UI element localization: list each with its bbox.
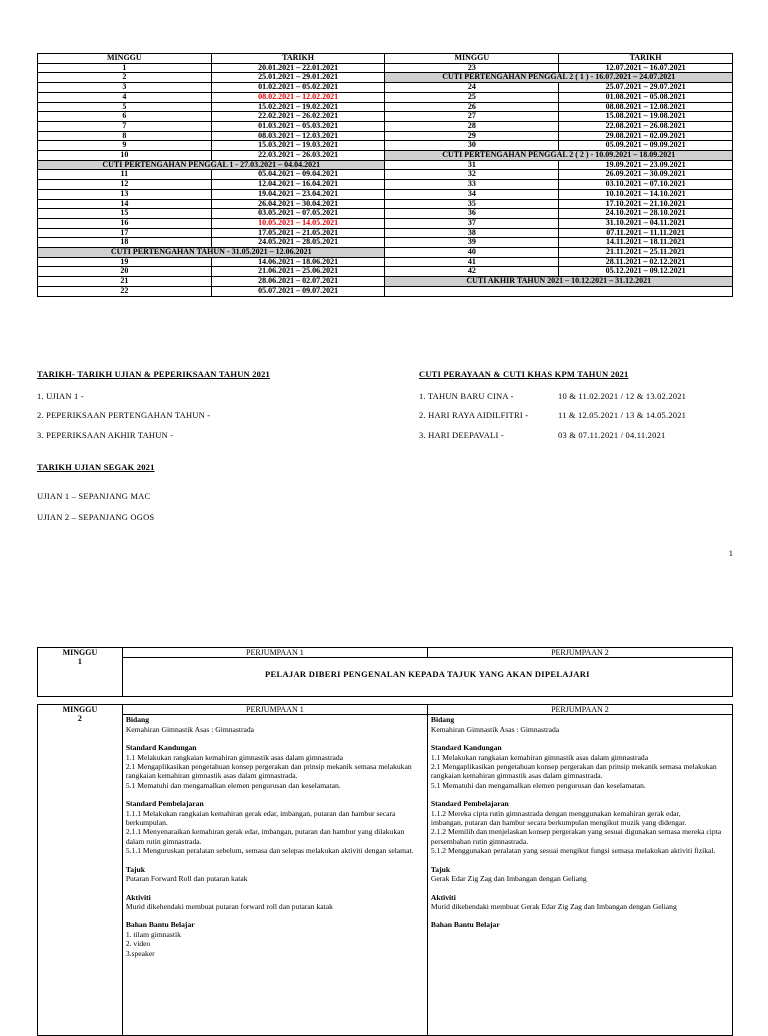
calendar-cell: 23 <box>385 63 559 73</box>
calendar-row <box>38 267 733 277</box>
calendar-cell: 36 <box>385 209 559 219</box>
calendar-cell: 24 <box>385 83 559 93</box>
bahan-item: 1. tilam gimnastik <box>125 929 181 939</box>
exam-item: 2. PEPERIKSAAN PERTENGAHAN TAHUN - <box>37 410 211 420</box>
minggu-label: MINGGU <box>62 648 98 657</box>
calendar-cell: 4 <box>38 92 212 102</box>
calendar-cell: 28.06.2021 – 02.07.2021 <box>211 277 385 287</box>
calendar-row <box>38 121 733 131</box>
calendar-cell: 22.02.2021 – 26.02.2021 <box>211 112 385 122</box>
calendar-cell: 14.06.2021 – 18.06.2021 <box>211 257 385 267</box>
calendar-cell: 18 <box>38 238 212 248</box>
calendar-cell: 28.11.2021 – 02.12.2021 <box>559 257 733 267</box>
calendar-body <box>38 63 733 296</box>
minggu-label: MINGGU <box>62 705 98 714</box>
calendar-row <box>38 189 733 199</box>
calendar-row <box>38 160 733 170</box>
calendar-cell: 22.03.2021 – 26.03.2021 <box>211 151 385 161</box>
calendar-cell: 27 <box>385 112 559 122</box>
calendar-cell: 20.01.2021 – 22.01.2021 <box>211 63 385 73</box>
calendar-row <box>38 112 733 122</box>
sp-item: 5.1.2 Menggunakan peralatan yang sesuai mengikut fungsi semasa melakukan aktiviti fizikal. <box>430 846 716 856</box>
calendar-cell: 26 <box>385 102 559 112</box>
week-1-label-cell <box>38 648 123 697</box>
calendar-cell: 10.10.2021 – 14.10.2021 <box>559 189 733 199</box>
calendar-cell: 41 <box>385 257 559 267</box>
calendar-cell: 15.08.2021 – 19.08.2021 <box>559 112 733 122</box>
calendar-row <box>38 63 733 73</box>
holiday-name: 1. TAHUN BARU CINA - <box>419 391 514 401</box>
holiday-date: 03 & 07.11.2021 / 04.11.2021 <box>558 430 666 440</box>
calendar-cell: 32 <box>385 170 559 180</box>
perjumpaan-2-content <box>427 715 732 1036</box>
calendar-cell: 08.02.2021 – 12.02.2021 <box>211 92 385 102</box>
sp-heading: Standard Pembelajaran <box>430 799 509 809</box>
calendar-cell: 08.08.2021 – 12.08.2021 <box>559 102 733 112</box>
calendar-cell: 19.09.2021 – 23.09.2021 <box>559 160 733 170</box>
calendar-cell: 10.05.2021 – 14.05.2021 <box>211 218 385 228</box>
calendar-cell: 30 <box>385 141 559 151</box>
tajuk-heading: Tajuk <box>430 864 451 874</box>
calendar-cell: 29.08.2021 – 02.09.2021 <box>559 131 733 141</box>
calendar-row <box>38 238 733 248</box>
calendar-row <box>38 228 733 238</box>
holiday-banner-cell: CUTI PERTENGAHAN PENGGAL 2 ( 1 ) - 16.07.2021 – 24.07.2021 <box>385 73 733 83</box>
week-2-table <box>37 704 733 1036</box>
calendar-row <box>38 199 733 209</box>
calendar-cell: 25.07.2021 – 29.07.2021 <box>559 83 733 93</box>
exam-item: 1. UJIAN 1 - <box>37 391 84 401</box>
calendar-cell: 3 <box>38 83 212 93</box>
segak-item: UJIAN 1 – SEPANJANG MAC <box>37 491 151 501</box>
aktiviti-text: Murid dikehendaki membuat putaran forward roll dan putaran katak <box>125 901 333 911</box>
calendar-cell: 26.04.2021 – 30.04.2021 <box>211 199 385 209</box>
calendar-header-row <box>38 54 733 64</box>
calendar-row <box>38 73 733 83</box>
calendar-cell: 29 <box>385 131 559 141</box>
calendar-cell: 17.10.2021 – 21.10.2021 <box>559 199 733 209</box>
calendar-row <box>38 209 733 219</box>
calendar-cell: 33 <box>385 180 559 190</box>
calendar-cell: 12.07.2021 – 16.07.2021 <box>559 63 733 73</box>
calendar-cell: 40 <box>385 248 559 258</box>
sp-item: 2.1.1 Menyenaraikan kemahiran gerak edar, imbangan, putaran dan hambur yang dilakukan dalam rutin gimnastrada. <box>125 827 405 846</box>
holiday-banner-cell: CUTI PERTENGAHAN PENGGAL 1 - 27.03.2021 – 04.04.2021 <box>38 160 385 170</box>
tajuk-text: Putaran Forward Roll dan putaran katak <box>125 874 248 884</box>
calendar-cell: 25.01.2021 – 29.01.2021 <box>211 73 385 83</box>
perjumpaan-2-header: PERJUMPAAN 2 <box>427 705 732 715</box>
bidang-heading: Bidang <box>430 715 455 725</box>
calendar-cell: 10 <box>38 151 212 161</box>
calendar-cell: 24.10.2021 – 28.10.2021 <box>559 209 733 219</box>
calendar-cell: 14.11.2021 – 18.11.2021 <box>559 238 733 248</box>
calendar-cell <box>385 286 733 296</box>
calendar-row <box>38 286 733 296</box>
sp-item: 5.1.1 Menguruskan peralatan sebelum, semasa dan selepas melakukan aktiviti dengan selamat. <box>125 846 414 856</box>
calendar-cell: 05.09.2021 – 09.09.2021 <box>559 141 733 151</box>
calendar-cell: 1 <box>38 63 212 73</box>
calendar-cell: 12 <box>38 180 212 190</box>
calendar-cell: 37 <box>385 218 559 228</box>
calendar-cell: 15 <box>38 209 212 219</box>
calendar-row <box>38 277 733 287</box>
calendar-cell: 15.03.2021 – 19.03.2021 <box>211 141 385 151</box>
calendar-cell: 11 <box>38 170 212 180</box>
page-number: 1 <box>728 548 733 558</box>
calendar-cell: 14 <box>38 199 212 209</box>
bahan-heading: Bahan Bantu Belajar <box>125 920 195 930</box>
calendar-cell: 25 <box>385 92 559 102</box>
week-number: 1 <box>77 657 82 667</box>
calendar-cell: 2 <box>38 73 212 83</box>
calendar-cell: 21.06.2021 – 25.06.2021 <box>211 267 385 277</box>
calendar-cell: 01.08.2021 – 05.08.2021 <box>559 92 733 102</box>
calendar-cell: 28 <box>385 121 559 131</box>
tajuk-heading: Tajuk <box>125 864 145 874</box>
calendar-cell: 16 <box>38 218 212 228</box>
header-minggu: MINGGU <box>38 54 212 64</box>
calendar-table <box>37 53 733 297</box>
holiday-banner-cell: CUTI PERTENGAHAN PENGGAL 2 ( 2 ) - 10.09.2021 – 18.09.2021 <box>385 151 733 161</box>
segak-title: TARIKH UJIAN SEGAK 2021 <box>37 462 155 472</box>
holiday-name: 3. HARI DEEPAVALI - <box>419 430 504 440</box>
bahan-item: 3.speaker <box>125 948 155 958</box>
perjumpaan-1-header: PERJUMPAAN 1 <box>122 705 427 715</box>
holiday-name: 2. HARI RAYA AIDILFITRI - <box>419 410 529 420</box>
calendar-cell: 9 <box>38 141 212 151</box>
calendar-cell: 12.04.2021 – 16.04.2021 <box>211 180 385 190</box>
sp-item: 2.1.2 Memilih dan menjelaskan konsep pergerakan yang sesuai digunakan semasa mereka cipta persembahan rutin gimnastrada. <box>430 827 722 846</box>
calendar-cell: 31.10.2021 – 04.11.2021 <box>559 218 733 228</box>
calendar-cell: 20 <box>38 267 212 277</box>
calendar-cell: 03.10.2021 – 07.10.2021 <box>559 180 733 190</box>
calendar-cell: 35 <box>385 199 559 209</box>
calendar-row <box>38 257 733 267</box>
week-number: 2 <box>77 714 82 724</box>
calendar-cell: 38 <box>385 228 559 238</box>
calendar-cell: 34 <box>385 189 559 199</box>
week-1-banner: PELAJAR DIBERI PENGENALAN KEPADA TAJUK YANG AKAN DIPELAJARI <box>122 658 732 697</box>
calendar-row <box>38 102 733 112</box>
sp-item: 1.1.1 Melakukan rangkaian kemahiran gerak edar, imbangan, putaran dan hambur secara berkumpulan. <box>125 808 396 828</box>
calendar-cell: 21 <box>38 277 212 287</box>
calendar-cell: 39 <box>385 238 559 248</box>
calendar-cell: 6 <box>38 112 212 122</box>
bahan-heading: Bahan Bantu Belajar <box>430 920 500 930</box>
calendar-cell: 07.11.2021 – 11.11.2021 <box>559 228 733 238</box>
calendar-cell: 42 <box>385 267 559 277</box>
holiday-date: 10 & 11.02.2021 / 12 & 13.02.2021 <box>558 391 687 401</box>
calendar-cell: 05.12.2021 – 09.12.2021 <box>559 267 733 277</box>
calendar-cell: 01.02.2021 – 05.02.2021 <box>211 83 385 93</box>
holiday-banner-cell: CUTI PERTENGAHAN TAHUN - 31.05.2021 – 12.06.2021 <box>38 248 385 258</box>
calendar-cell: 31 <box>385 160 559 170</box>
calendar-row <box>38 83 733 93</box>
aktiviti-heading: Aktiviti <box>430 892 456 902</box>
calendar-cell: 03.05.2021 – 07.05.2021 <box>211 209 385 219</box>
calendar-cell: 21.11.2021 – 25.11.2021 <box>559 248 733 258</box>
tajuk-text: Gerak Edar Zig Zag dan Imbangan dengan Geliang <box>430 874 587 884</box>
bahan-item: 2. video <box>125 939 151 949</box>
calendar-cell: 26.09.2021 – 30.09.2021 <box>559 170 733 180</box>
sp-item: 1.1.2 Mereka cipta rutin gimnastrada dengan menggunakan kemahiran gerak edar, <box>430 808 681 818</box>
calendar-row <box>38 248 733 258</box>
calendar-cell: 22.08.2021 – 26.08.2021 <box>559 121 733 131</box>
sp-item: imbangan, putaran dan hambur secara berkumpulan mengikut muzik yang didengar. <box>430 818 687 828</box>
exam-dates-title: TARIKH- TARIKH UJIAN & PEPERIKSAAN TAHUN 2021 <box>37 369 271 379</box>
bidang-text: Kemahiran Gimnastik Asas : Gimnastrada <box>430 724 560 734</box>
sk-item: 1.1 Melakukan rangkaian kemahiran gimnastik asas dalam gimnastrada <box>430 752 649 762</box>
calendar-cell: 19 <box>38 257 212 267</box>
aktiviti-text: Murid dikehendaki membuat Gerak Edar Zig Zag dan Imbangan dengan Geliang <box>430 901 677 911</box>
sk-item: 2.1 Mengaplikasikan pengetahuan konsep pergerakan dan prinsip mekanik semasa melakukan rangkaian kemahiran gimnastik asas dalam gimnastrada. <box>125 762 412 781</box>
segak-item: UJIAN 2 – SEPANJANG OGOS <box>37 512 155 522</box>
calendar-cell: 05.07.2021 – 09.07.2021 <box>211 286 385 296</box>
calendar-cell: 17 <box>38 228 212 238</box>
calendar-cell: 08.03.2021 – 12.03.2021 <box>211 131 385 141</box>
week-2-label-cell <box>38 705 123 1036</box>
calendar-row <box>38 131 733 141</box>
calendar-cell: 24.05.2021 – 28.05.2021 <box>211 238 385 248</box>
aktiviti-heading: Aktiviti <box>125 892 151 902</box>
sk-item: 5.1 Mematuhi dan mengamalkan elemen pengurusan dan keselamatan. <box>430 780 646 790</box>
calendar-row <box>38 92 733 102</box>
holiday-banner-cell: CUTI AKHIR TAHUN 2021 – 10.12.2021 – 31.12.2021 <box>385 277 733 287</box>
perjumpaan-2-header: PERJUMPAAN 2 <box>427 648 732 658</box>
calendar-row <box>38 218 733 228</box>
bidang-heading: Bidang <box>125 715 150 725</box>
calendar-row <box>38 141 733 151</box>
calendar-cell: 13 <box>38 189 212 199</box>
header-minggu: MINGGU <box>385 54 559 64</box>
calendar-cell: 19.04.2021 – 23.04.2021 <box>211 189 385 199</box>
perjumpaan-1-header: PERJUMPAAN 1 <box>122 648 427 658</box>
calendar-row <box>38 180 733 190</box>
calendar-row <box>38 170 733 180</box>
calendar-cell: 8 <box>38 131 212 141</box>
sk-item: 2.1 Mengaplikasikan pengetahuan konsep pergerakan dan prinsip mekanik semasa melakukan rangkaian kemahiran gimnastik asas dalam gimnastrada. <box>430 762 717 781</box>
sk-item: 1.1 Melakukan rangkaian kemahiran gimnastik asas dalam gimnastrada <box>125 752 344 762</box>
exam-item: 3. PEPERIKSAAN AKHIR TAHUN - <box>37 430 174 440</box>
sk-heading: Standard Kandungan <box>430 743 502 753</box>
calendar-cell: 7 <box>38 121 212 131</box>
calendar-row <box>38 151 733 161</box>
calendar-cell: 17.05.2021 – 21.05.2021 <box>211 228 385 238</box>
header-tarikh: TARIKH <box>211 54 385 64</box>
calendar-cell: 5 <box>38 102 212 112</box>
bidang-text: Kemahiran Gimnastik Asas : Gimnastrada <box>125 724 255 734</box>
calendar-cell: 15.02.2021 – 19.02.2021 <box>211 102 385 112</box>
week-1-table <box>37 647 733 697</box>
sk-heading: Standard Kandungan <box>125 743 197 753</box>
calendar-cell: 22 <box>38 286 212 296</box>
sp-heading: Standard Pembelajaran <box>125 799 204 809</box>
calendar-cell: 05.04.2021 – 09.04.2021 <box>211 170 385 180</box>
sk-item: 5.1 Mematuhi dan mengamalkan elemen pengurusan dan keselamatan. <box>125 780 341 790</box>
header-tarikh: TARIKH <box>559 54 733 64</box>
calendar-cell: 01.03.2021 – 05.03.2021 <box>211 121 385 131</box>
holiday-date: 11 & 12.05.2021 / 13 & 14.05.2021 <box>558 410 687 420</box>
perjumpaan-1-content <box>122 715 427 1036</box>
holidays-title: CUTI PERAYAAN & CUTI KHAS KPM TAHUN 2021 <box>419 369 629 379</box>
